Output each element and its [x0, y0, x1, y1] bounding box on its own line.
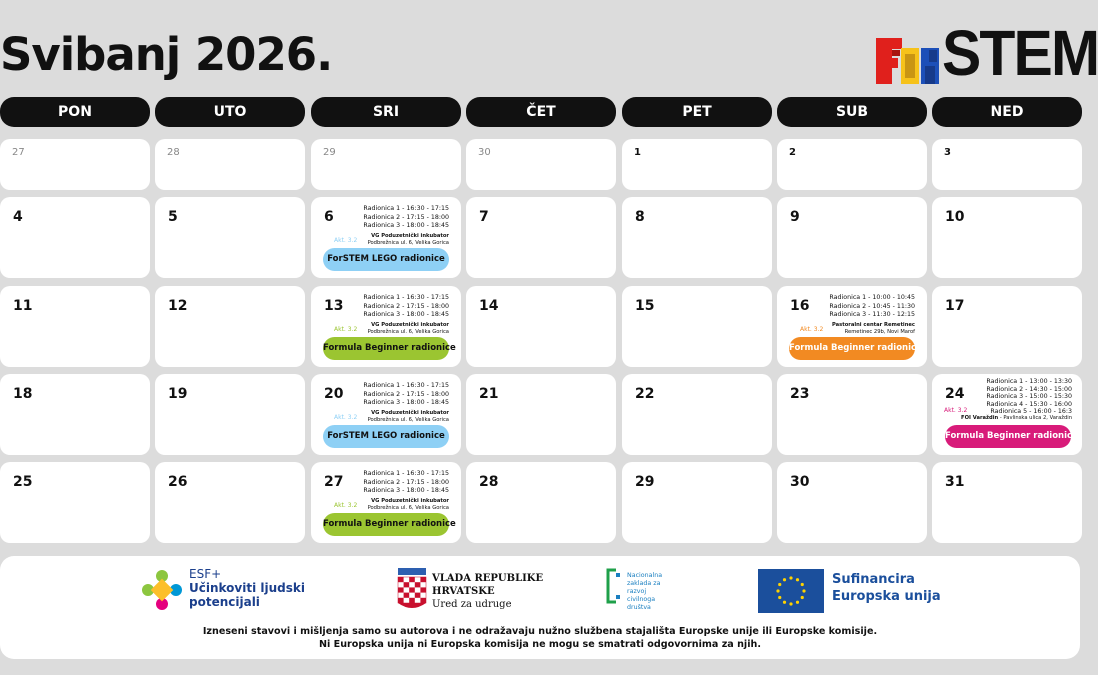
workshop-location — [368, 498, 449, 512]
location-address: - Pavlinska ulica 2, Varaždin — [998, 415, 1072, 421]
day-number: 11 — [13, 298, 33, 314]
day-number: 30 — [478, 147, 491, 158]
esf-line1: Učinkoviti ljudski — [189, 581, 305, 595]
location-address: Podbrežnica ul. 6, Velika Gorica — [367, 417, 449, 423]
activity-tag: Akt. 3.2 — [334, 326, 358, 333]
logo-blocks-graphic — [874, 20, 944, 86]
day-number: 4 — [13, 209, 23, 225]
calendar-day-cell[interactable] — [155, 374, 305, 455]
calendar-day-cell[interactable] — [932, 197, 1082, 278]
workshop-schedule — [986, 378, 1072, 416]
weekday-header-7: NED — [932, 97, 1082, 127]
day-number: 24 — [945, 386, 965, 402]
day-number: 6 — [324, 209, 334, 225]
schedule-line: Radionica 1 - 10:00 - 10:45 — [829, 294, 915, 301]
calendar-day-cell[interactable] — [311, 286, 461, 367]
day-number: 5 — [168, 209, 178, 225]
calendar-day-cell[interactable] — [777, 197, 927, 278]
calendar-day-cell[interactable] — [932, 462, 1082, 543]
workshop-pill-button[interactable]: Formula Beginner radionice — [789, 337, 915, 360]
day-number: 17 — [945, 298, 965, 314]
day-number: 7 — [479, 209, 489, 225]
weekday-header-1: PON — [0, 97, 150, 127]
day-number: 28 — [479, 474, 499, 490]
calendar-day-cell[interactable] — [932, 139, 1082, 190]
workshop-schedule — [363, 382, 449, 408]
day-number: 29 — [323, 147, 336, 158]
day-number: 23 — [790, 386, 810, 402]
calendar-day-cell[interactable] — [311, 462, 461, 543]
vlada-line2: HRVATSKE — [432, 586, 495, 597]
calendar-day-cell[interactable] — [0, 462, 150, 543]
esf-title: ESF+ — [189, 567, 222, 581]
nzrcd-line: zaklada za — [627, 580, 661, 587]
location-address: Podbrežnica ul. 6, Velika Gorica — [367, 505, 449, 511]
activity-tag: Akt. 3.2 — [334, 414, 358, 421]
calendar-day-cell[interactable] — [466, 374, 616, 455]
schedule-line: Radionica 1 - 16:30 - 17:15 — [363, 294, 449, 301]
activity-tag: Akt. 3.2 — [800, 326, 824, 333]
location-name: VG Poduzetnički inkubator — [371, 322, 449, 328]
calendar-day-cell[interactable] — [466, 197, 616, 278]
workshop-schedule — [363, 470, 449, 496]
day-number: 1 — [634, 147, 641, 158]
location-name: VG Poduzetnički inkubator — [371, 410, 449, 416]
schedule-line: Radionica 3 - 15:00 - 15:30 — [986, 393, 1072, 401]
location-name: FOI Varaždin — [961, 415, 999, 421]
calendar-day-cell[interactable] — [0, 139, 150, 190]
calendar-day-cell[interactable] — [155, 286, 305, 367]
calendar-day-cell[interactable] — [622, 197, 772, 278]
location-name: VG Poduzetnički inkubator — [371, 233, 449, 239]
day-number: 14 — [479, 298, 499, 314]
workshop-schedule — [363, 205, 449, 231]
schedule-line: Radionica 3 - 11:30 - 12:15 — [829, 311, 915, 318]
esf-flower-icon — [140, 568, 184, 612]
calendar-day-cell[interactable] — [155, 197, 305, 278]
day-number: 30 — [790, 474, 810, 490]
weekday-header-6: SUB — [777, 97, 927, 127]
workshop-location — [832, 322, 915, 336]
weekday-header-3: SRI — [311, 97, 461, 127]
schedule-line: Radionica 3 - 18:00 - 18:45 — [363, 399, 449, 406]
location-address: Remetinec 29b, Novi Marof — [844, 329, 915, 335]
calendar-day-cell[interactable] — [311, 374, 461, 455]
schedule-line: Radionica 3 - 18:00 - 18:45 — [363, 487, 449, 494]
weekday-header-2: UTO — [155, 97, 305, 127]
workshop-schedule — [363, 294, 449, 320]
eu-flag-icon — [758, 569, 824, 613]
workshop-pill-button[interactable]: Formula Beginner radionice — [323, 337, 449, 360]
calendar-day-cell[interactable] — [466, 462, 616, 543]
calendar-day-cell[interactable] — [466, 139, 616, 190]
calendar-day-cell[interactable] — [777, 139, 927, 190]
disclaimer-line1: Izneseni stavovi i mišljenja samo su autorova i ne odražavaju nužno službena stajališta Europske unije ili Europske komisije. — [202, 626, 878, 637]
day-number: 12 — [168, 298, 188, 314]
schedule-line: Radionica 2 - 17:15 - 18:00 — [363, 302, 449, 310]
calendar-day-cell[interactable] — [777, 374, 927, 455]
day-number: 19 — [168, 386, 188, 402]
calendar-day-cell[interactable] — [155, 462, 305, 543]
schedule-line: Radionica 4 - 15:30 - 16:00 — [986, 400, 1072, 408]
schedule-line: Radionica 2 - 17:15 - 18:00 — [363, 478, 449, 486]
calendar-day-cell[interactable] — [155, 139, 305, 190]
calendar-day-cell[interactable] — [0, 286, 150, 367]
page-title: Svibanj 2026. — [0, 28, 333, 81]
day-number: 31 — [945, 474, 965, 490]
schedule-line: Radionica 2 - 14:30 - 15:00 — [986, 385, 1072, 393]
activity-tag: Akt. 3.2 — [334, 237, 358, 244]
day-number: 2 — [789, 147, 796, 158]
calendar-day-cell[interactable] — [311, 139, 461, 190]
workshop-pill-button[interactable]: Formula Beginner radionice — [945, 425, 1071, 448]
calendar-day-cell[interactable] — [311, 197, 461, 278]
nzrcd-line: društva — [627, 604, 651, 611]
workshop-pill-button[interactable]: Formula Beginner radionice — [323, 513, 449, 536]
day-number: 13 — [324, 298, 344, 314]
day-number: 9 — [790, 209, 800, 225]
calendar-day-cell[interactable] — [777, 462, 927, 543]
workshop-location — [368, 410, 449, 424]
workshop-pill-button[interactable]: ForSTEM LEGO radionice — [323, 248, 449, 271]
schedule-line: Radionica 1 - 16:30 - 17:15 — [363, 382, 449, 389]
disclaimer-line2: Ni Europska unija ni Europska komisija ne mogu se smatrati odgovornima za njih. — [319, 639, 761, 650]
schedule-line: Radionica 1 - 16:30 - 17:15 — [363, 470, 449, 477]
vlada-line3: Ured za udruge — [432, 599, 512, 610]
schedule-line: Radionica 1 - 16:30 - 17:15 — [363, 205, 449, 212]
croatia-coat-of-arms-icon — [396, 568, 428, 612]
day-number: 10 — [945, 209, 965, 225]
nzrcd-bracket-icon — [606, 569, 624, 603]
logo-stem-text: STEM — [942, 17, 1098, 89]
eu-line1: Sufinancira — [832, 572, 915, 587]
day-number: 18 — [13, 386, 33, 402]
activity-tag: Akt. 3.2 — [334, 502, 358, 509]
calendar-day-cell[interactable] — [622, 462, 772, 543]
calendar-day-cell[interactable] — [0, 374, 150, 455]
workshop-pill-button[interactable]: ForSTEM LEGO radionice — [323, 425, 449, 448]
day-number: 20 — [324, 386, 344, 402]
workshop-location — [368, 322, 449, 336]
schedule-line: Radionica 2 - 17:15 - 18:00 — [363, 390, 449, 398]
calendar-day-cell[interactable] — [932, 374, 1082, 455]
workshop-schedule — [829, 294, 915, 320]
esf-text-block — [189, 567, 305, 609]
workshop-location — [961, 415, 1072, 422]
workshop-location — [368, 233, 449, 247]
schedule-line: Radionica 3 - 18:00 - 18:45 — [363, 222, 449, 229]
day-number: 8 — [635, 209, 645, 225]
calendar-day-cell[interactable] — [932, 286, 1082, 367]
schedule-line: Radionica 2 - 17:15 - 18:00 — [363, 213, 449, 221]
footer-partners — [0, 556, 1080, 659]
day-number: 28 — [167, 147, 180, 158]
nzrcd-line: civilnoga — [627, 596, 656, 603]
nzrcd-line: razvoj — [627, 588, 647, 595]
day-number: 3 — [944, 147, 951, 158]
calendar-day-cell[interactable] — [622, 286, 772, 367]
calendar-day-cell[interactable] — [0, 197, 150, 278]
location-address: Podbrežnica ul. 6, Velika Gorica — [367, 329, 449, 335]
day-number: 26 — [168, 474, 188, 490]
weekday-header-4: ČET — [466, 97, 616, 127]
vlada-text-block — [432, 572, 543, 611]
nzrcd-text-block — [627, 572, 662, 612]
calendar-day-cell[interactable] — [466, 286, 616, 367]
eu-text-block — [832, 571, 941, 605]
forstem-logo — [874, 17, 1098, 89]
schedule-line: Radionica 5 - 16:00 - 16:3 — [990, 408, 1072, 416]
day-number: 22 — [635, 386, 655, 402]
location-name: VG Poduzetnički inkubator — [371, 498, 449, 504]
calendar-day-cell[interactable] — [622, 374, 772, 455]
schedule-line: Radionica 3 - 18:00 - 18:45 — [363, 311, 449, 318]
day-number: 16 — [790, 298, 810, 314]
schedule-line: Radionica 1 - 13:00 - 13:30 — [986, 378, 1072, 385]
vlada-line1: VLADA REPUBLIKE — [432, 573, 544, 584]
day-number: 27 — [324, 474, 344, 490]
nzrcd-line: Nacionalna — [627, 572, 663, 579]
activity-tag: Akt. 3.2 — [944, 407, 968, 414]
location-name: Pastoralni centar Remetinec — [831, 322, 915, 328]
esf-line2: potencijali — [189, 595, 260, 609]
calendar-day-cell[interactable] — [622, 139, 772, 190]
day-number: 25 — [13, 474, 33, 490]
day-number: 21 — [479, 386, 499, 402]
weekday-header-5: PET — [622, 97, 772, 127]
schedule-line: Radionica 2 - 10:45 - 11:30 — [829, 302, 915, 310]
day-number: 29 — [635, 474, 655, 490]
day-number: 27 — [12, 147, 25, 158]
location-address: Podbrežnica ul. 6, Velika Gorica — [367, 240, 449, 246]
calendar-day-cell[interactable] — [777, 286, 927, 367]
day-number: 15 — [635, 298, 655, 314]
eu-line2: Europska unija — [832, 589, 941, 604]
